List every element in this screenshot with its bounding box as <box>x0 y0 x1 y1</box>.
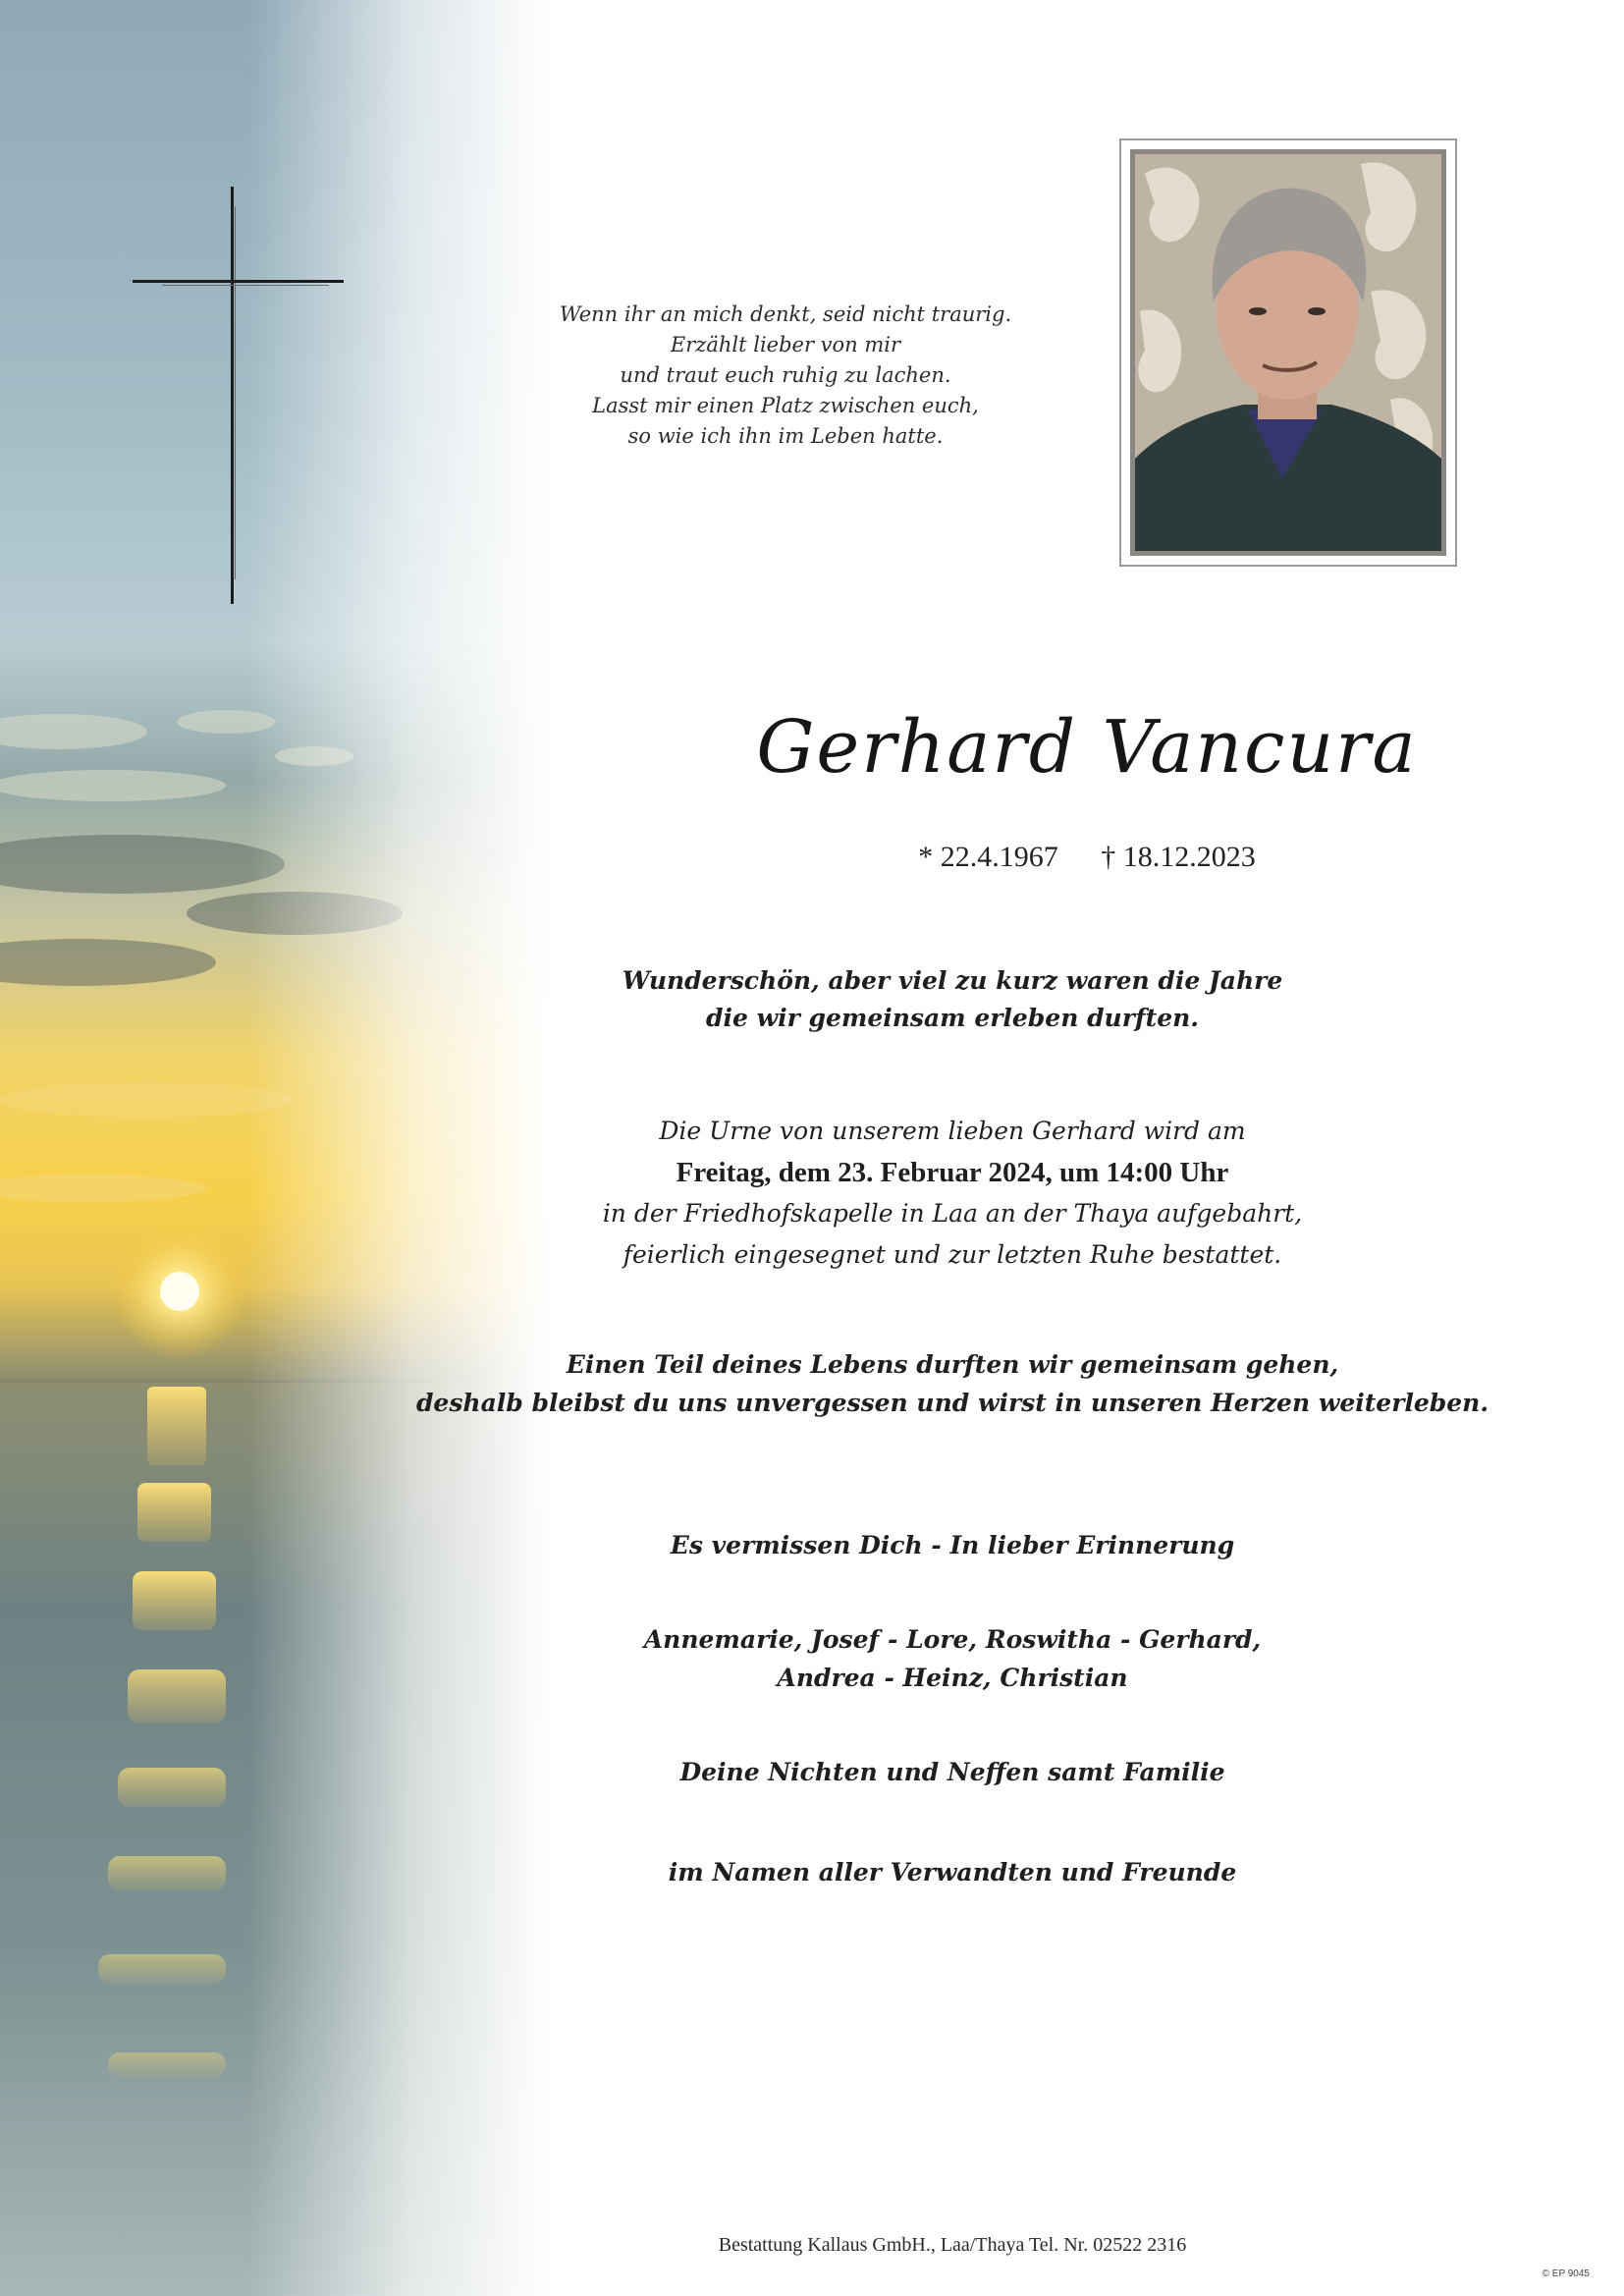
family-names <box>412 1620 1492 1697</box>
relatives-line <box>412 1854 1492 1891</box>
poem-line: so wie ich ihn im Leben hatte. <box>627 424 944 448</box>
undertaker-footer: Bestattung Kallaus GmbH., Laa/Thaya Tel. Nr. 02522 2316 <box>718 2234 1187 2256</box>
quote-line: deshalb bleibst du uns unvergessen und wirst in unseren Herzen weiterleben. <box>415 1389 1489 1417</box>
family-line: Andrea - Heinz, Christian <box>777 1664 1128 1692</box>
death-date: † 18.12.2023 <box>1101 841 1256 873</box>
portrait-frame <box>1119 138 1457 567</box>
portrait-photo <box>1130 149 1446 556</box>
poem-line: Erzählt lieber von mir <box>670 333 901 356</box>
quote-line: die wir gemeinsam erleben durften. <box>706 1004 1199 1032</box>
mourners-intro-text: Es vermissen Dich - In lieber Erinnerung <box>670 1531 1235 1559</box>
life-dates <box>550 841 1624 874</box>
mourners-intro <box>412 1527 1492 1564</box>
memorial-quote <box>412 962 1492 1037</box>
relatives-text: im Namen aller Verwandten und Freunde <box>668 1858 1237 1886</box>
quote-line: Einen Teil deines Lebens durften wir gemeinsam gehen, <box>566 1350 1339 1379</box>
service-line: feierlich eingesegnet und zur letzten Ruhe bestattet. <box>623 1240 1282 1269</box>
quote-line: Wunderschön, aber viel zu kurz waren die Jahre <box>622 966 1283 995</box>
service-line: Die Urne von unserem lieben Gerhard wird am <box>659 1117 1246 1145</box>
service-date: Freitag, dem 23. Februar 2024, um 14:00 Uhr <box>676 1157 1229 1188</box>
service-details <box>412 1111 1492 1276</box>
service-line: in der Friedhofskapelle in Laa an der Thaya aufgebahrt, <box>602 1199 1303 1228</box>
nephews-line <box>412 1754 1492 1791</box>
poem <box>471 300 1100 452</box>
poem-line: Lasst mir einen Platz zwischen euch, <box>592 394 979 417</box>
poem-line: und traut euch ruhig zu lachen. <box>620 363 951 387</box>
poem-line: Wenn ihr an mich denkt, seid nicht traurig. <box>559 302 1012 326</box>
closing-quote <box>412 1345 1492 1422</box>
birth-date: * 22.4.1967 <box>918 841 1058 873</box>
cross-icon <box>133 187 344 604</box>
print-code: © EP 9045 <box>1542 2269 1590 2279</box>
nephews-text: Deine Nichten und Neffen samt Familie <box>679 1758 1225 1786</box>
deceased-name: Gerhard Vancura <box>756 705 1418 790</box>
family-line: Annemarie, Josef - Lore, Roswitha - Gerhard, <box>643 1625 1262 1654</box>
